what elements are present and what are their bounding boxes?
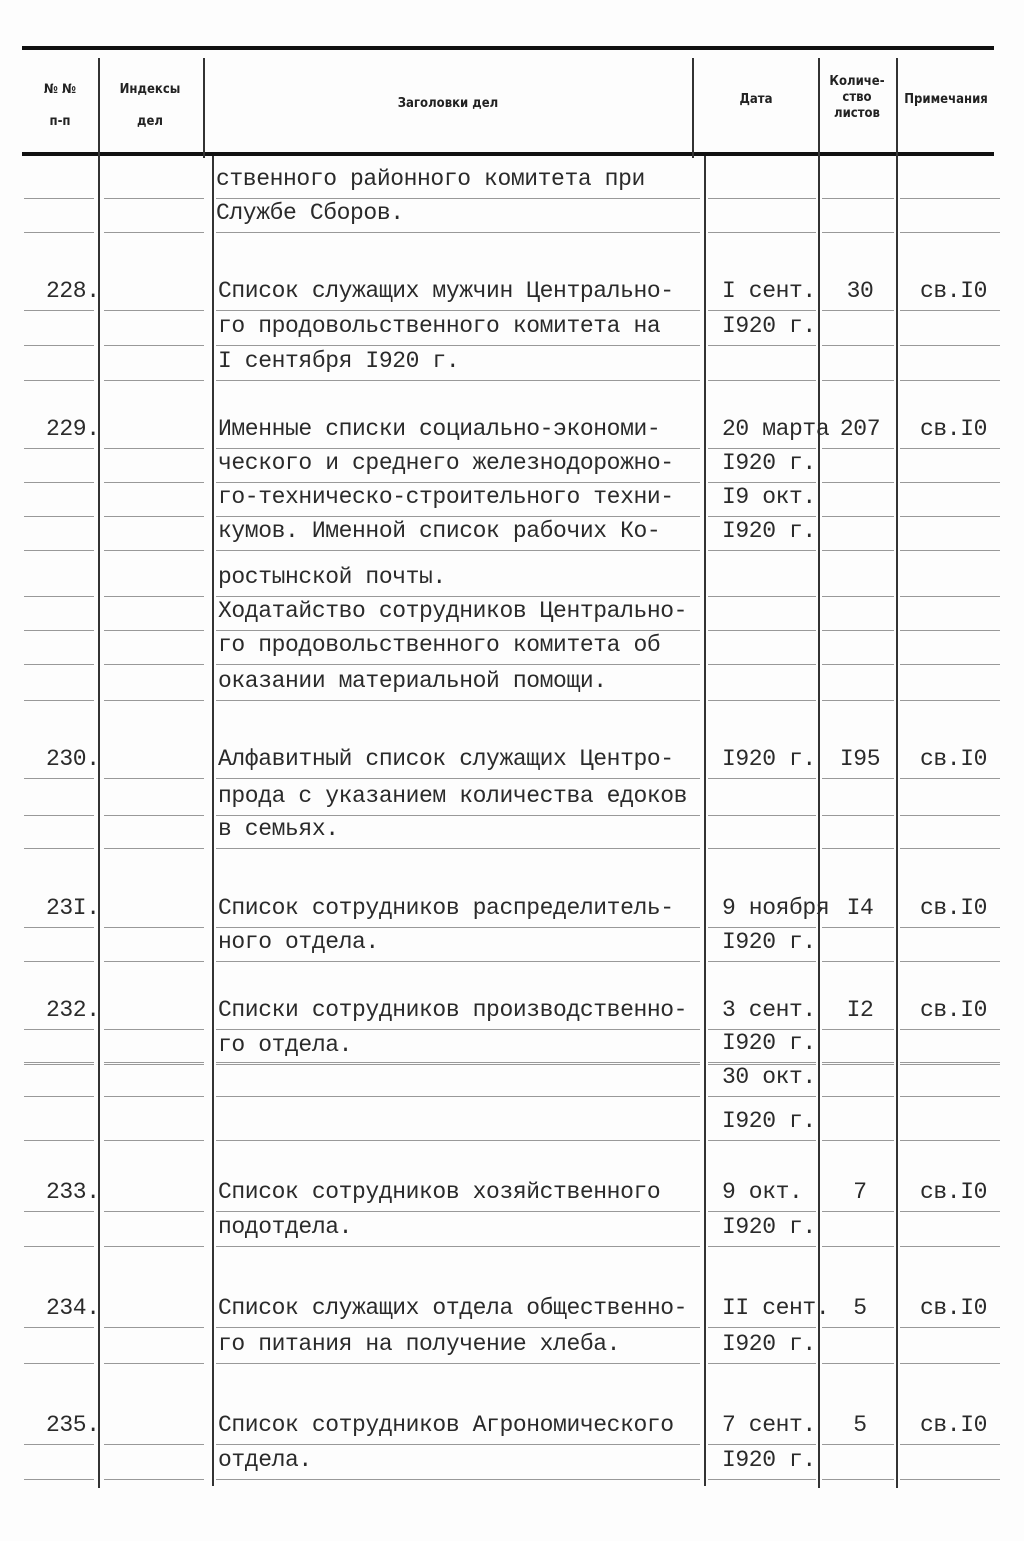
row-rule <box>900 1363 1000 1364</box>
col-divider <box>704 156 706 1486</box>
note: св.I0 <box>920 278 988 304</box>
entry-number: 230. <box>46 746 100 772</box>
row-rule <box>822 198 894 199</box>
sheet-count: 5 <box>853 1412 867 1438</box>
row-rule <box>104 1479 204 1480</box>
date-line: I920 г. <box>722 313 816 339</box>
row-rule <box>24 198 94 199</box>
date-line: 30 окт. <box>722 1064 816 1090</box>
row-rule <box>216 596 700 597</box>
row-rule <box>216 310 700 311</box>
title-line: оказании материальной помощи. <box>218 668 607 694</box>
title-line: кумов. Именной список рабочих Ко- <box>218 518 661 544</box>
row-rule <box>708 1246 816 1247</box>
note: св.I0 <box>920 1179 988 1205</box>
title-line: Список сотрудников распределитель- <box>218 895 674 921</box>
header-bottom-rule <box>22 152 994 156</box>
row-rule <box>24 927 94 928</box>
row-rule <box>708 848 816 849</box>
sheet-count: I4 <box>846 895 874 921</box>
col-divider <box>896 58 898 1488</box>
title-line: прода с указанием количества едоков <box>218 783 688 809</box>
row-rule <box>216 1140 700 1141</box>
row-rule <box>900 310 1000 311</box>
row-rule <box>708 1479 816 1480</box>
row-rule <box>24 1479 94 1480</box>
row-rule <box>216 778 700 779</box>
row-rule <box>216 232 700 233</box>
row-rule <box>104 1096 204 1097</box>
row-rule <box>900 664 1000 665</box>
row-rule <box>216 1327 700 1328</box>
row-rule <box>24 1444 94 1445</box>
row-rule <box>708 927 816 928</box>
row-rule <box>900 927 1000 928</box>
row-rule <box>216 1096 700 1097</box>
entry-number: 233. <box>46 1179 100 1205</box>
row-rule <box>24 596 94 597</box>
row-rule <box>822 1363 894 1364</box>
row-rule <box>822 345 894 346</box>
row-rule <box>104 1064 204 1065</box>
header-notes: Примечания <box>904 92 988 107</box>
row-rule <box>708 1327 816 1328</box>
row-rule <box>216 927 700 928</box>
row-rule <box>216 848 700 849</box>
row-rule <box>822 664 894 665</box>
row-rule <box>24 961 94 962</box>
date-line: I9 окт. <box>722 484 816 510</box>
date-line: I920 г. <box>722 518 816 544</box>
row-rule <box>708 664 816 665</box>
header-num: № № п-п <box>43 82 77 129</box>
title-line: подотдела. <box>218 1214 353 1240</box>
date-line: I920 г. <box>722 450 816 476</box>
row-rule <box>104 1246 204 1247</box>
entry-number: 235. <box>46 1412 100 1438</box>
title-line: Именные списки социально-экономи- <box>218 416 661 442</box>
row-rule <box>216 961 700 962</box>
title-line: Список сотрудников хозяйственного <box>218 1179 661 1205</box>
row-rule <box>708 310 816 311</box>
date-line: 7 сент. <box>722 1412 816 1438</box>
row-rule <box>104 1140 204 1141</box>
row-rule <box>900 345 1000 346</box>
row-rule <box>24 630 94 631</box>
row-rule <box>24 700 94 701</box>
row-rule <box>900 700 1000 701</box>
row-rule <box>900 198 1000 199</box>
row-rule <box>900 596 1000 597</box>
note: св.I0 <box>920 746 988 772</box>
row-rule <box>216 1062 700 1063</box>
col-divider <box>203 58 205 158</box>
date-line: I920 г. <box>722 929 816 955</box>
row-rule <box>104 1062 204 1063</box>
entry-number: 229. <box>46 416 100 442</box>
row-rule <box>104 380 204 381</box>
row-rule <box>216 664 700 665</box>
title-line: отдела. <box>218 1447 312 1473</box>
row-rule <box>708 1096 816 1097</box>
row-rule <box>900 1062 1000 1063</box>
row-rule <box>104 482 204 483</box>
row-rule <box>900 961 1000 962</box>
row-rule <box>900 1246 1000 1247</box>
row-rule <box>24 778 94 779</box>
date-line: 20 марта <box>722 416 830 442</box>
col-divider <box>692 58 694 158</box>
row-rule <box>900 1327 1000 1328</box>
row-rule <box>900 815 1000 816</box>
row-rule <box>216 345 700 346</box>
row-rule <box>822 700 894 701</box>
row-rule <box>24 1096 94 1097</box>
title-line: Список служащих отдела общественно- <box>218 1295 688 1321</box>
date-line: I920 г. <box>722 1108 816 1134</box>
entry-number: 228. <box>46 278 100 304</box>
row-rule <box>104 630 204 631</box>
date-line: 9 окт. <box>722 1179 803 1205</box>
row-rule <box>104 848 204 849</box>
date-line: I920 г. <box>722 1447 816 1473</box>
row-rule <box>216 448 700 449</box>
row-rule <box>104 198 204 199</box>
col-divider <box>818 58 820 1488</box>
entry-number: 234. <box>46 1295 100 1321</box>
row-rule <box>822 630 894 631</box>
row-rule <box>900 1064 1000 1065</box>
row-rule <box>822 961 894 962</box>
row-rule <box>708 815 816 816</box>
row-rule <box>24 815 94 816</box>
row-rule <box>822 1029 894 1030</box>
row-rule <box>104 1029 204 1030</box>
row-rule <box>708 516 816 517</box>
row-rule <box>708 1062 816 1063</box>
row-rule <box>24 448 94 449</box>
date-line: I920 г. <box>722 1030 816 1056</box>
row-rule <box>104 664 204 665</box>
row-rule <box>822 596 894 597</box>
row-rule <box>822 550 894 551</box>
row-rule <box>822 1444 894 1445</box>
row-rule <box>216 380 700 381</box>
row-rule <box>708 448 816 449</box>
row-rule <box>822 848 894 849</box>
row-rule <box>24 516 94 517</box>
title-line: го продовольственного комитета об <box>218 632 661 658</box>
row-rule <box>104 310 204 311</box>
row-rule <box>216 516 700 517</box>
date-line: I920 г. <box>722 746 816 772</box>
entry-number: 232. <box>46 997 100 1023</box>
row-rule <box>216 1479 700 1480</box>
row-rule <box>708 778 816 779</box>
row-rule <box>24 1064 94 1065</box>
row-rule <box>104 1444 204 1445</box>
row-rule <box>822 1064 894 1065</box>
row-rule <box>24 1327 94 1328</box>
row-rule <box>822 448 894 449</box>
row-rule <box>24 232 94 233</box>
row-rule <box>104 448 204 449</box>
title-line: го отдела. <box>218 1032 353 1058</box>
row-rule <box>822 1246 894 1247</box>
row-rule <box>822 1327 894 1328</box>
row-rule <box>708 1211 816 1212</box>
row-rule <box>900 1096 1000 1097</box>
row-rule <box>24 310 94 311</box>
col-divider <box>98 58 100 1488</box>
row-rule <box>900 1140 1000 1141</box>
title-line: ческого и среднего железнодорожно- <box>218 450 674 476</box>
row-rule <box>104 778 204 779</box>
date-line: II сент. <box>722 1295 830 1321</box>
row-rule <box>900 1029 1000 1030</box>
row-rule <box>822 310 894 311</box>
row-rule <box>900 550 1000 551</box>
sheet-count: 30 <box>846 278 874 304</box>
row-rule <box>216 482 700 483</box>
row-rule <box>24 550 94 551</box>
title-line: Список служащих мужчин Центрально- <box>218 278 674 304</box>
row-rule <box>104 1327 204 1328</box>
title-line: ственного районного комитета при <box>216 166 645 192</box>
row-rule <box>104 232 204 233</box>
row-rule <box>900 232 1000 233</box>
row-rule <box>822 1140 894 1141</box>
row-rule <box>822 1211 894 1212</box>
title-line: в семьях. <box>218 816 339 842</box>
row-rule <box>822 516 894 517</box>
row-rule <box>708 380 816 381</box>
title-line: ного отдела. <box>218 929 379 955</box>
row-rule <box>822 232 894 233</box>
row-rule <box>708 482 816 483</box>
row-rule <box>900 1444 1000 1445</box>
row-rule <box>708 1140 816 1141</box>
row-rule <box>822 815 894 816</box>
sheet-count: I2 <box>846 997 874 1023</box>
row-rule <box>216 1211 700 1212</box>
title-line: го продовольственного комитета на <box>218 313 661 339</box>
row-rule <box>24 1246 94 1247</box>
row-rule <box>24 482 94 483</box>
row-rule <box>900 380 1000 381</box>
row-rule <box>708 1363 816 1364</box>
title-line: Список сотрудников Агрономического <box>218 1412 674 1438</box>
note: св.I0 <box>920 1412 988 1438</box>
title-line: I сентября I920 г. <box>218 348 460 374</box>
note: св.I0 <box>920 1295 988 1321</box>
header-top-rule <box>22 46 994 50</box>
row-rule <box>900 1479 1000 1480</box>
row-rule <box>900 630 1000 631</box>
row-rule <box>822 380 894 381</box>
row-rule <box>708 700 816 701</box>
date-line: I920 г. <box>722 1214 816 1240</box>
row-rule <box>822 1096 894 1097</box>
title-line: ростынской почты. <box>218 564 446 590</box>
header-title: Заголовки дел <box>397 96 499 111</box>
date-line: I сент. <box>722 278 816 304</box>
header-date: Дата <box>739 92 773 107</box>
row-rule <box>104 700 204 701</box>
note: св.I0 <box>920 997 988 1023</box>
row-rule <box>216 1444 700 1445</box>
row-rule <box>104 345 204 346</box>
row-rule <box>104 550 204 551</box>
row-rule <box>900 482 1000 483</box>
row-rule <box>900 1211 1000 1212</box>
row-rule <box>104 516 204 517</box>
row-rule <box>24 664 94 665</box>
header-index: Индексы дел <box>119 82 181 129</box>
row-rule <box>822 1062 894 1063</box>
row-rule <box>24 1029 94 1030</box>
row-rule <box>24 1211 94 1212</box>
row-rule <box>900 848 1000 849</box>
row-rule <box>708 232 816 233</box>
row-rule <box>24 1140 94 1141</box>
row-rule <box>104 815 204 816</box>
sheet-count: 7 <box>853 1179 867 1205</box>
row-rule <box>104 1211 204 1212</box>
row-rule <box>216 1363 700 1364</box>
title-line: го-техническо-строительного техни- <box>218 484 674 510</box>
row-rule <box>708 198 816 199</box>
date-line: 3 сент. <box>722 997 816 1023</box>
title-line: Списки сотрудников производственно- <box>218 997 688 1023</box>
header-count: Количе- ство листов <box>829 74 885 121</box>
row-rule <box>216 630 700 631</box>
row-rule <box>104 596 204 597</box>
row-rule <box>104 961 204 962</box>
row-rule <box>24 848 94 849</box>
row-rule <box>708 630 816 631</box>
note: св.I0 <box>920 416 988 442</box>
row-rule <box>900 778 1000 779</box>
sheet-count: 207 <box>839 416 881 442</box>
row-rule <box>900 448 1000 449</box>
title-line: го питания на получение хлеба. <box>218 1331 621 1357</box>
row-rule <box>104 927 204 928</box>
row-rule <box>708 961 816 962</box>
row-rule <box>708 1444 816 1445</box>
entry-number: 23I. <box>46 895 100 921</box>
row-rule <box>24 380 94 381</box>
title-line: Ходатайство сотрудников Центрально- <box>218 598 688 624</box>
row-rule <box>822 1479 894 1480</box>
row-rule <box>822 482 894 483</box>
row-rule <box>216 1246 700 1247</box>
row-rule <box>708 345 816 346</box>
row-rule <box>708 550 816 551</box>
row-rule <box>822 927 894 928</box>
row-rule <box>216 700 700 701</box>
row-rule <box>24 345 94 346</box>
row-rule <box>24 1363 94 1364</box>
row-rule <box>104 1363 204 1364</box>
title-line: Алфавитный список служащих Центро- <box>218 746 674 772</box>
row-rule <box>216 1029 700 1030</box>
row-rule <box>24 1062 94 1063</box>
row-rule <box>216 198 700 199</box>
row-rule <box>708 596 816 597</box>
sheet-count: 5 <box>853 1295 867 1321</box>
title-line: Службе Сборов. <box>216 200 404 226</box>
date-line: I920 г. <box>722 1331 816 1357</box>
row-rule <box>216 1064 700 1065</box>
date-line: 9 ноября <box>722 895 830 921</box>
sheet-count: I95 <box>839 746 881 772</box>
note: св.I0 <box>920 895 988 921</box>
row-rule <box>216 550 700 551</box>
row-rule <box>900 516 1000 517</box>
row-rule <box>822 778 894 779</box>
col-divider <box>212 156 214 1486</box>
